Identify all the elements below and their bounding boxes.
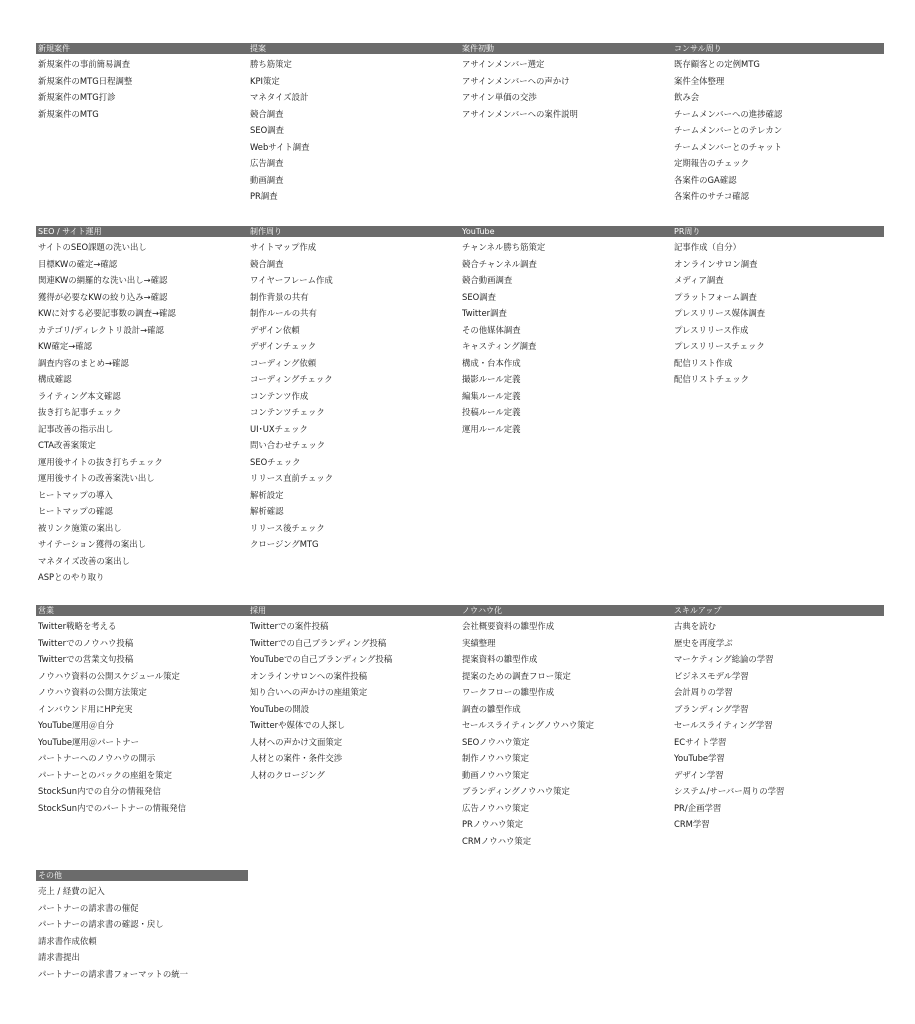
task-item: パートナーの請求書の催促 (38, 902, 139, 913)
section-row (36, 43, 884, 205)
task-item: コーディング依頼 (250, 357, 317, 368)
task-item: 運用ルール定義 (462, 423, 521, 434)
task-item: 売上 / 経費の記入 (38, 886, 105, 896)
category-header: ノウハウ化 (460, 605, 672, 616)
task-item: PRノウハウ策定 (462, 819, 524, 829)
task-item: 投稿ルール定義 (462, 407, 521, 417)
task-item: ビジネスモデル学習 (674, 670, 749, 681)
task-list (248, 616, 460, 783)
task-item: パートナーの請求書の確認・戻し (38, 919, 164, 929)
task-list (672, 616, 884, 833)
task-item: セールスライティング学習 (674, 720, 773, 730)
task-item: 運用後サイトの抜き打ちチェック (38, 456, 163, 467)
task-list (36, 237, 248, 586)
category-header: PR周り (672, 226, 884, 237)
task-item: Twitterでの営業文句投稿 (38, 654, 134, 664)
task-list (460, 237, 672, 437)
task-item: チームメンバーへの進捗確認 (674, 108, 783, 119)
category-header: 採用 (248, 605, 460, 616)
task-item: 配信リスト作成 (674, 357, 733, 368)
category-column (36, 870, 248, 982)
task-item: KPI策定 (250, 75, 280, 86)
task-item: クロージングMTG (250, 539, 319, 549)
task-item: PR調査 (250, 191, 278, 201)
task-item: 各案件のサチコ確認 (674, 191, 750, 201)
task-item: 解析設定 (250, 489, 284, 500)
task-item: 獲得が必要なKWの絞り込み→確認 (38, 291, 168, 302)
task-item: アサインメンバー選定 (462, 59, 545, 69)
category-column (248, 226, 460, 586)
task-item: 新規案件の事前簡易調査 (38, 59, 131, 69)
task-item: プレスリリースチェック (674, 341, 765, 351)
section-row (36, 870, 248, 982)
task-item: 人材との案件・条件交渉 (250, 753, 343, 763)
task-item: 新規案件のMTG日程調整 (38, 75, 133, 86)
task-item: 問い合わせチェック (250, 440, 326, 450)
category-column (248, 43, 460, 205)
task-item: コーディングチェック (250, 374, 333, 384)
task-item: 制作ルールの共有 (250, 308, 317, 318)
task-item: 競合調査 (250, 108, 284, 119)
task-item: ノウハウ資料の公開方法策定 (38, 687, 147, 697)
task-item: システム/サーバー周りの学習 (674, 786, 785, 796)
category-header: その他 (36, 870, 248, 881)
task-item: KW確定→確認 (38, 341, 92, 351)
task-list (672, 54, 884, 205)
task-item: ASPとのやり取り (38, 572, 105, 582)
task-item: YouTubeでの自己ブランディング投稿 (250, 654, 393, 664)
task-item: 目標KWの確定→確認 (38, 258, 118, 269)
category-column (460, 43, 672, 205)
task-item: UI･UXチェック (250, 423, 308, 434)
task-item: StockSun内でのパートナーの情報発信 (38, 802, 186, 813)
task-item: プラットフォーム調査 (674, 291, 757, 302)
category-header: SEO / サイト運用 (36, 226, 248, 237)
task-item: 各案件のGA確認 (674, 174, 737, 185)
task-item: 実績整理 (462, 637, 496, 648)
task-item: その他媒体調査 (462, 324, 521, 335)
task-item: ワイヤーフレーム作成 (250, 275, 333, 285)
task-item: ノウハウ資料の公開スケジュール策定 (38, 670, 180, 681)
task-item: Twitter調査 (462, 308, 507, 318)
task-item: ブランディングノウハウ策定 (462, 786, 570, 796)
task-item: アサインメンバーへの案件説明 (462, 108, 578, 119)
task-item: 飲み会 (674, 92, 700, 102)
task-item: YouTube運用＠パートナー (38, 736, 140, 747)
task-item: 記事改善の指示出し (38, 423, 114, 434)
task-list (248, 54, 460, 205)
task-item: SEOチェック (250, 456, 301, 467)
task-item: 構成・台本作成 (462, 357, 521, 368)
task-item: ヒートマップの確認 (38, 506, 113, 516)
task-item: カテゴリ/ディレクトリ設計→確認 (38, 324, 164, 335)
task-item: 編集ルール定義 (462, 390, 521, 401)
task-item: 知り合いへの声かけの座組策定 (250, 687, 368, 697)
category-column (36, 43, 248, 205)
category-column (460, 605, 672, 849)
task-item: Twitterでのノウハウ投稿 (38, 637, 134, 648)
task-item: コンテンツ作成 (250, 390, 309, 401)
task-item: マネタイズ設計 (250, 92, 309, 102)
category-header: スキルアップ (672, 605, 884, 616)
category-header: コンサル周り (672, 43, 884, 54)
task-item: セールスライティングノウハウ策定 (462, 720, 594, 730)
task-item: インバウンド用にHP充実 (38, 703, 133, 714)
task-item: 既存顧客との定例MTG (674, 59, 760, 69)
task-item: ブランディング学習 (674, 703, 749, 714)
task-item: 運用後サイトの改善案洗い出し (38, 473, 155, 483)
task-item: 会社概要資料の雛型作成 (462, 621, 555, 631)
task-item: ヒートマップの導入 (38, 489, 113, 500)
category-column (248, 605, 460, 849)
task-item: オンラインサロン調査 (674, 258, 758, 269)
task-item: プレスリリース作成 (674, 324, 749, 335)
task-item: 広告ノウハウ策定 (462, 802, 529, 813)
task-item: デザイン学習 (674, 769, 724, 780)
task-item: Twitterや媒体での人探し (250, 720, 346, 730)
category-column (672, 43, 884, 205)
task-list (460, 54, 672, 122)
task-item: サイトマップ作成 (250, 242, 317, 252)
task-item: 撮影ルール定義 (462, 374, 521, 384)
task-item: パートナーへのノウハウの開示 (38, 753, 156, 763)
task-item: 案件全体整理 (674, 75, 725, 86)
task-item: 人材のクロージング (250, 769, 325, 780)
section-row (36, 605, 884, 849)
category-header: YouTube (460, 226, 672, 237)
task-item: デザイン依頼 (250, 324, 300, 335)
category-column (36, 605, 248, 849)
category-header: 営業 (36, 605, 248, 616)
task-item: 新規案件のMTG打診 (38, 92, 116, 102)
task-item: 調査の雛型作成 (462, 703, 521, 714)
category-header: 提案 (248, 43, 460, 54)
task-item: 請求書提出 (38, 952, 80, 962)
task-list (248, 237, 460, 553)
category-header: 新規案件 (36, 43, 248, 54)
category-column (460, 226, 672, 586)
task-item: KWに対する必要記事数の調査→確認 (38, 308, 176, 318)
task-item: CRM学習 (674, 819, 710, 829)
task-item: PR/企画学習 (674, 802, 722, 813)
task-list (672, 237, 884, 388)
category-column (672, 226, 884, 586)
task-item: サイトのSEO課題の洗い出し (38, 242, 147, 252)
task-item: チャンネル勝ち筋策定 (462, 242, 546, 252)
task-item: Twitter戦略を考える (38, 621, 117, 631)
task-item: デザインチェック (250, 341, 317, 351)
section-row (36, 226, 884, 586)
task-item: マネタイズ改善の案出し (38, 555, 130, 566)
task-item: CTA改善案策定 (38, 440, 96, 450)
task-item: 解析確認 (250, 506, 284, 516)
task-item: 勝ち筋策定 (250, 59, 292, 69)
task-list (36, 616, 248, 816)
task-item: 競合調査 (250, 258, 284, 269)
task-item: StockSun内での自分の情報発信 (38, 786, 161, 796)
task-item: ライティング本文確認 (38, 390, 121, 401)
task-item: 動画調査 (250, 174, 284, 185)
category-header: 制作周り (248, 226, 460, 237)
task-item: SEO調査 (462, 291, 496, 302)
task-item: リリース直前チェック (250, 473, 334, 483)
task-list (36, 54, 248, 122)
task-item: 関連KWの網羅的な洗い出し→確認 (38, 275, 168, 285)
task-item: リリース後チェック (250, 522, 325, 533)
task-item: 定期報告のチェック (674, 158, 750, 168)
task-item: 人材への声かけ文面策定 (250, 736, 343, 747)
task-item: パートナーの請求書フォーマットの統一 (38, 968, 188, 979)
task-item: 被リンク施策の案出し (38, 522, 122, 533)
task-list (36, 881, 248, 982)
task-item: SEOノウハウ策定 (462, 736, 530, 747)
category-column (36, 226, 248, 586)
task-item: 古典を読む (674, 621, 716, 631)
task-item: 会計周りの学習 (674, 687, 733, 697)
category-header: 案件初動 (460, 43, 672, 54)
task-item: 制作背景の共有 (250, 291, 309, 302)
task-item: YouTube学習 (674, 753, 725, 763)
task-item: Twitterでの案件投稿 (250, 621, 329, 631)
category-column (672, 605, 884, 849)
task-item: ECサイト学習 (674, 736, 727, 747)
task-item: 広告調査 (250, 158, 284, 168)
task-item: 請求書作成依頼 (38, 935, 97, 946)
task-item: チームメンバーとのテレカン (674, 125, 783, 135)
task-item: 提案資料の雛型作成 (462, 654, 538, 664)
task-item: メディア調査 (674, 275, 724, 285)
task-item: 提案のための調査フロー策定 (462, 670, 571, 681)
task-item: 動画ノウハウ策定 (462, 769, 529, 780)
task-item: チームメンバーとのチャット (674, 141, 783, 152)
task-item: マーケティング総論の学習 (674, 654, 774, 664)
task-item: 新規案件のMTG (38, 108, 99, 119)
task-item: 構成確認 (38, 374, 72, 384)
task-list (460, 616, 672, 849)
task-item: 配信リストチェック (674, 374, 749, 384)
task-item: アサイン単価の交渉 (462, 92, 537, 102)
task-item: 記事作成（自分） (674, 242, 741, 252)
task-item: YouTubeの開設 (250, 703, 310, 714)
task-item: プレスリリース媒体調査 (674, 308, 766, 318)
task-item: キャスティング調査 (462, 341, 537, 351)
task-item: オンラインサロンへの案件投稿 (250, 670, 367, 681)
task-item: サイテーション獲得の案出し (38, 539, 146, 549)
task-item: 調査内容のまとめ→確認 (38, 357, 129, 368)
task-item: アサインメンバーへの声かけ (462, 75, 570, 86)
task-item: 歴史を再度学ぶ (674, 637, 733, 648)
task-item: パートナーとのバックの座組を策定 (38, 769, 172, 780)
task-item: SEO調査 (250, 125, 284, 135)
task-item: 競合チャンネル調査 (462, 258, 537, 269)
task-item: Webサイト調査 (250, 141, 310, 152)
task-item: CRMノウハウ策定 (462, 835, 532, 846)
task-item: 制作ノウハウ策定 (462, 753, 529, 763)
task-item: YouTube運用＠自分 (38, 720, 114, 730)
task-item: Twitterでの自己ブランディング投稿 (250, 637, 387, 648)
task-item: 競合動画調査 (462, 275, 513, 285)
task-item: コンテンツチェック (250, 407, 325, 417)
task-item: 抜き打ち記事チェック (38, 407, 122, 417)
task-item: ワークフローの雛型作成 (462, 687, 555, 697)
